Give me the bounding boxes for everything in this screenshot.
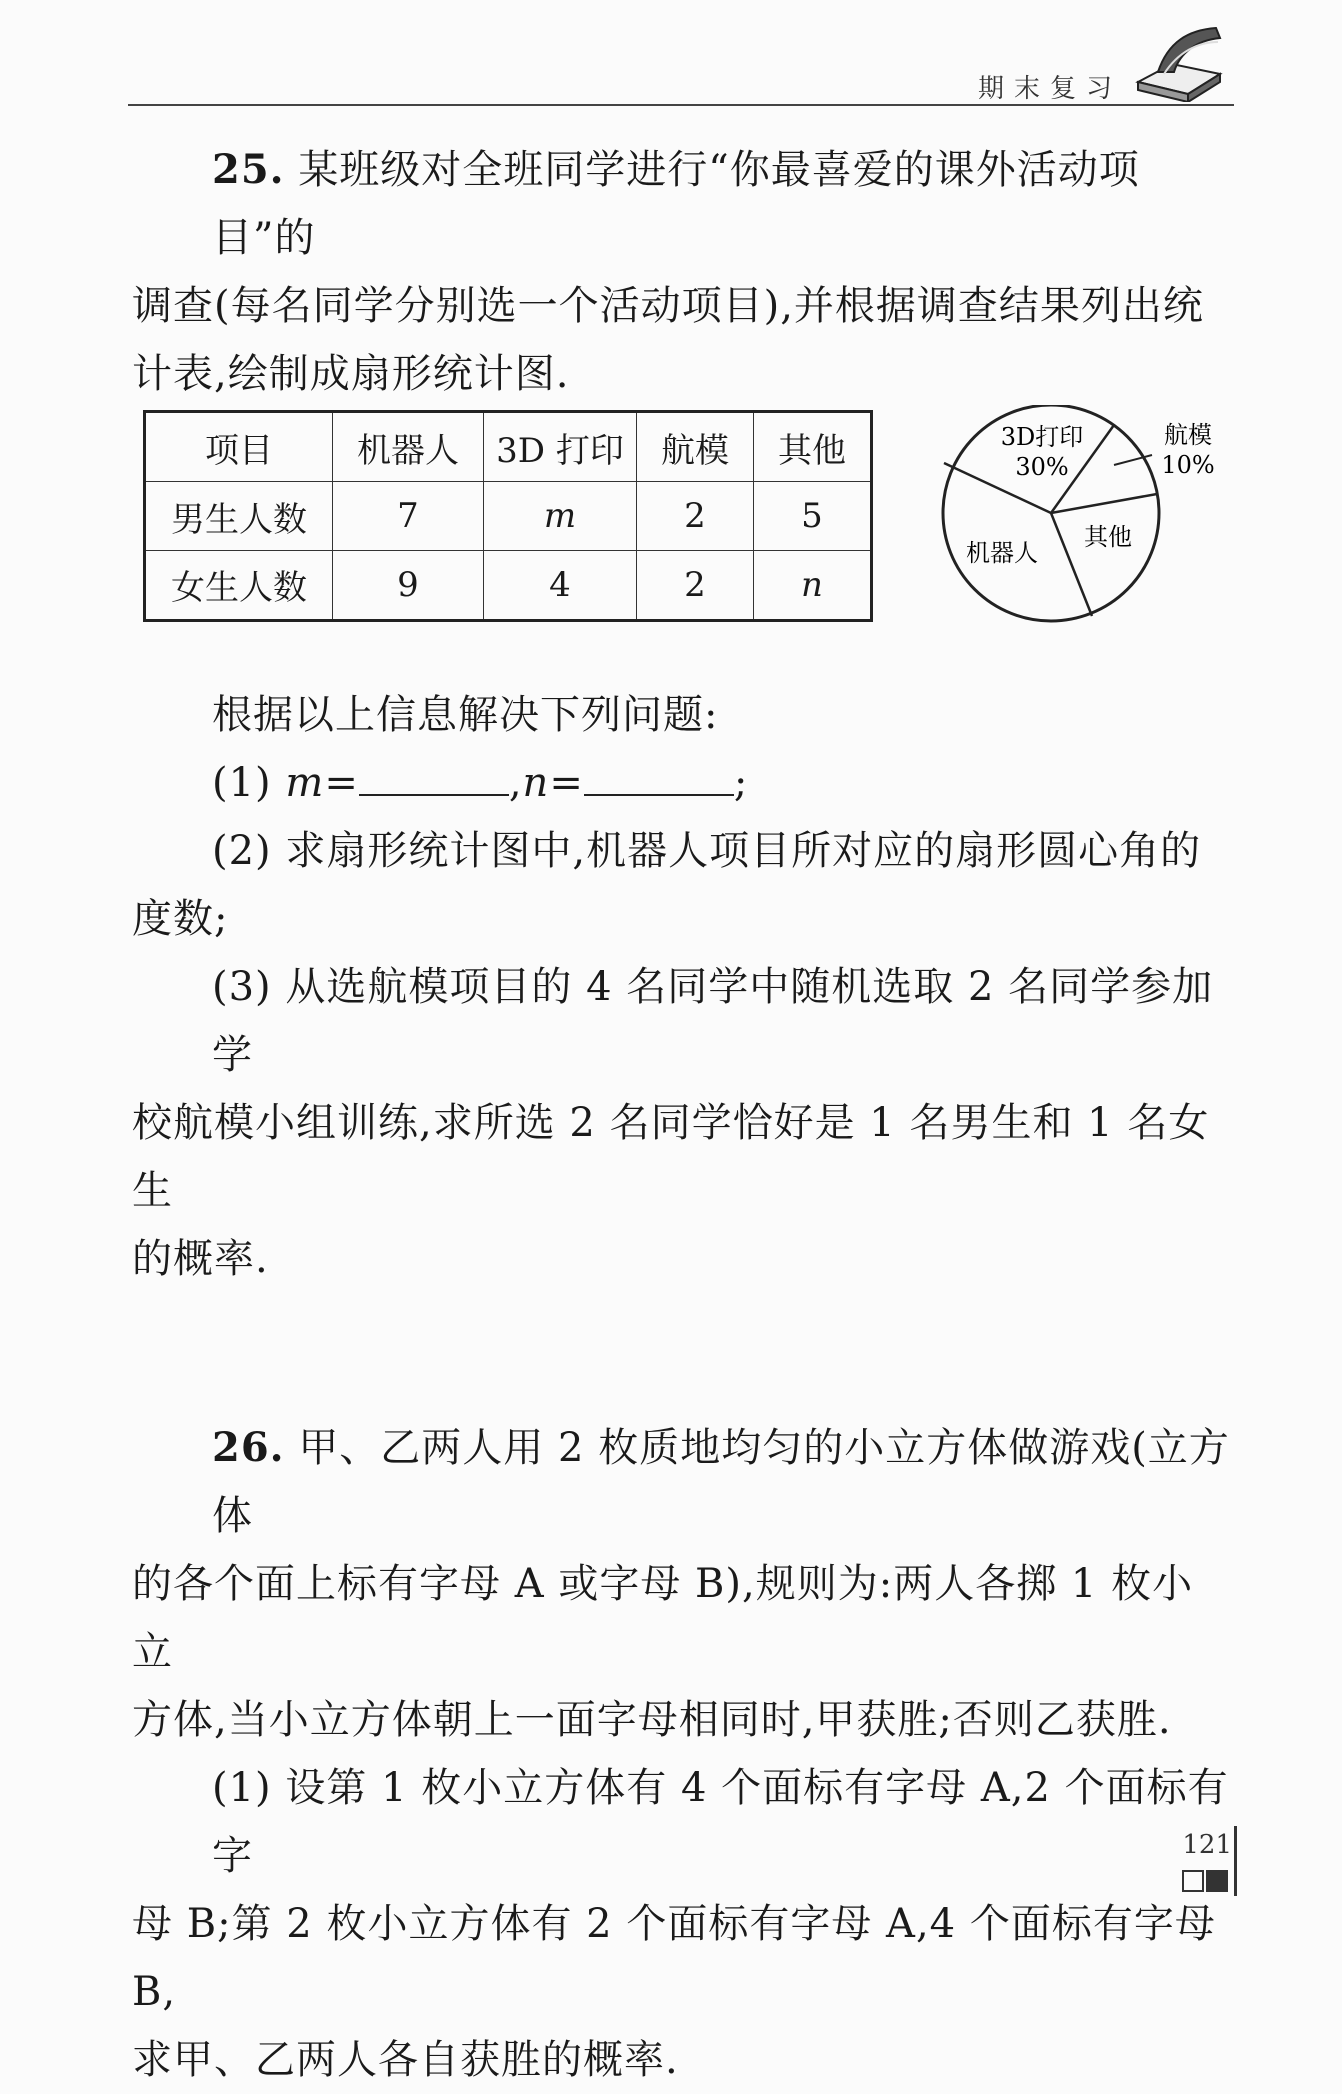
hollow-square-icon	[1182, 1870, 1204, 1892]
answer-blank-m	[359, 758, 509, 796]
table-cell: 2	[637, 482, 754, 551]
pie-chart	[930, 405, 1230, 635]
table-header-cell: 其他	[754, 412, 872, 482]
equals-sign: =	[549, 760, 584, 806]
part1-prefix: (1)	[212, 760, 286, 806]
pie-label-3d: 3D打印	[1000, 423, 1084, 451]
q25-intro	[132, 136, 1232, 408]
q25-intro-line3: 计表,绘制成扇形统计图.	[132, 351, 570, 397]
pie-label-robot: 机器人	[966, 539, 1038, 567]
q25-intro-line1: 某班级对全班同学进行“你最喜爱的课外活动项目”的	[212, 147, 1140, 261]
row-label: 女生人数	[145, 550, 333, 620]
semicolon: ;	[733, 760, 749, 806]
q25-number: 25.	[212, 146, 285, 193]
q26-line2: 的各个面上标有字母 A 或字母 B),规则为:两人各掷 1 枚小立	[132, 1561, 1194, 1675]
header-rule	[128, 104, 1234, 106]
var-n: n	[522, 760, 550, 806]
table-cell: m	[484, 482, 637, 551]
pie-value-model: 10%	[1161, 451, 1215, 479]
q26-part1-line2: 母 B;第 2 枚小立方体有 2 个面标有字母 A,4 个面标有字母 B,	[132, 1901, 1216, 2015]
equals-sign: =	[324, 760, 359, 806]
q25-part3-line3: 的概率.	[132, 1236, 269, 1282]
q25-intro-line2: 调查(每名同学分别选一个活动项目),并根据调查结果列出统	[132, 283, 1204, 329]
table-header-cell: 机器人	[333, 412, 484, 482]
q26-line3: 方体,当小立方体朝上一面字母相同时,甲获胜;否则乙获胜.	[132, 1697, 1172, 1743]
table-header-cell: 项目	[145, 412, 333, 482]
q25-questions	[132, 681, 1232, 1293]
table-cell: 4	[484, 550, 637, 620]
table-header-cell: 航模	[637, 412, 754, 482]
stats-table	[143, 410, 873, 622]
pie-label-model: 航模	[1164, 421, 1212, 449]
book-icon	[1128, 22, 1228, 102]
pie-value-3d: 30%	[1015, 453, 1069, 481]
filled-square-icon	[1206, 1870, 1228, 1892]
q25-part3-line1: (3) 从选航模项目的 4 名同学中随机选取 2 名同学参加学	[212, 964, 1214, 1078]
answer-blank-n	[584, 758, 734, 796]
q25-part2-line1: (2) 求扇形统计图中,机器人项目所对应的扇形圆心角的	[212, 828, 1202, 874]
var-m: m	[285, 760, 325, 806]
page-number: 121	[1182, 1830, 1232, 1860]
q26-part1-line1: (1) 设第 1 枚小立方体有 4 个面标有字母 A,2 个面标有字	[212, 1765, 1229, 1879]
table-cell: 2	[637, 550, 754, 620]
q26-part1-line3: 求甲、乙两人各自获胜的概率.	[132, 2037, 679, 2083]
table-header-cell: 3D 打印	[484, 412, 637, 482]
pie-label-other: 其他	[1084, 523, 1132, 551]
table-cell: n	[754, 550, 872, 620]
comma: ,	[508, 760, 523, 806]
table-header-row	[145, 412, 872, 482]
section-title: 期末复习	[977, 74, 1122, 104]
row-label: 男生人数	[145, 482, 333, 551]
q26	[132, 1414, 1232, 2094]
q25-part3-line2: 校航模小组训练,求所选 2 名同学恰好是 1 名男生和 1 名女生	[132, 1100, 1210, 1214]
q26-line1: 甲、乙两人用 2 枚质地均匀的小立方体做游戏(立方体	[212, 1425, 1230, 1539]
table-row	[145, 550, 872, 620]
q25-prompt: 根据以上信息解决下列问题:	[212, 692, 719, 738]
table-cell: 7	[333, 482, 484, 551]
page-rule	[1234, 1826, 1237, 1896]
q25-part2-line2: 度数;	[132, 896, 229, 942]
table-row	[145, 482, 872, 551]
pie-divider	[1051, 494, 1157, 513]
table-cell: 5	[754, 482, 872, 551]
table-cell: 9	[333, 550, 484, 620]
q26-number: 26.	[212, 1424, 285, 1471]
q25-part1	[132, 749, 1232, 817]
